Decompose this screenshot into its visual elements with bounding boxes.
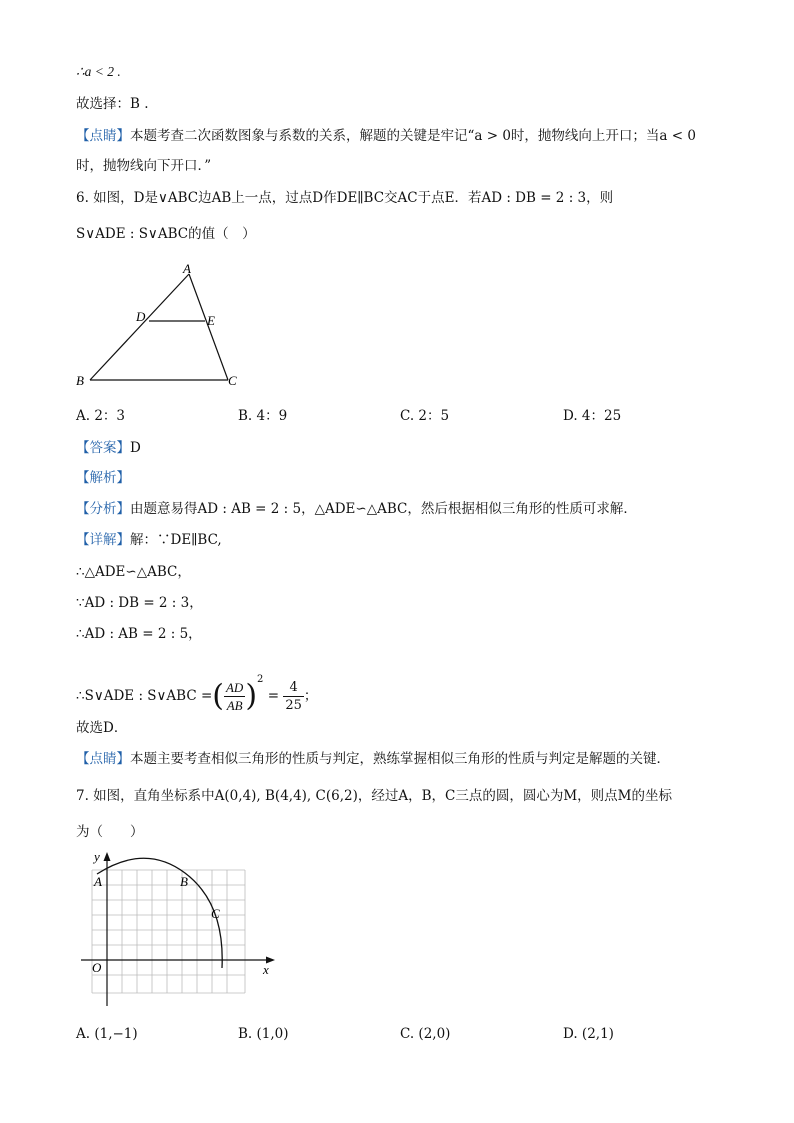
- q6-option-d[interactable]: D. 4：25: [563, 408, 622, 424]
- y-axis-label: y: [94, 849, 100, 864]
- vertex-E-label: E: [207, 313, 215, 328]
- q6-option-a[interactable]: A. 2：3: [76, 408, 126, 424]
- q6-option-c[interactable]: C. 2：5: [400, 408, 450, 424]
- q7-grid-figure: [75, 848, 280, 1008]
- x-axis-label: x: [263, 962, 269, 977]
- line-conclusion: ∴a < 2 .: [76, 64, 121, 79]
- step-similar: ∴△ADE∽△ABC，: [76, 564, 191, 580]
- q7-option-a[interactable]: A. (1,−1): [76, 1026, 138, 1042]
- origin-label: O: [92, 960, 102, 975]
- answer-tag: 【答案】: [76, 440, 130, 456]
- analysis-header: 【解析】: [76, 470, 130, 486]
- line-comment-cont: 时，抛物线向下开口．”: [76, 158, 212, 174]
- answer-line: 【答案】D: [76, 440, 141, 456]
- detail-line: 【详解】解：∵DE∥BC,: [76, 532, 222, 548]
- q7-stem: 7. 如图，直角坐标系中A(0,4), B(4,4), C(6,2)，经过A，B，C三点的圆，圆心为M，则点M的坐标: [76, 788, 672, 804]
- step-area-ratio: ∴S∨ADE : S∨ABC =( $\frac{AD}{AB}$ )$^2$ = $\frac{4}{25}$ ；: [76, 674, 318, 714]
- q7-option-b[interactable]: B. (1,0): [238, 1026, 289, 1042]
- point-A-label: A: [94, 874, 102, 889]
- vertex-D-label: D: [136, 309, 146, 324]
- line-choice: 故选择：B .: [76, 96, 149, 112]
- vertex-C-label: C: [228, 373, 237, 388]
- step-final-choice: 故选D．: [76, 720, 128, 736]
- vertex-A-label: A: [183, 262, 191, 276]
- comment-line-2: 【点睛】本题主要考查相似三角形的性质与判定，熟练掌握相似三角形的性质与判定是解题的关键．: [76, 751, 670, 767]
- q7-stem-cont: 为（ ）: [76, 824, 144, 840]
- analysis-line: 【分析】由题意易得AD : AB = 2 : 5，△ADE∽△ABC，然后根据相似三角形的性质可求解．: [76, 501, 637, 517]
- point-B-label: B: [180, 874, 188, 889]
- step-ratio-ab: ∴AD : AB = 2 : 5，: [76, 626, 202, 642]
- q6-option-b[interactable]: B. 4：9: [238, 408, 288, 424]
- step-ratio-db: ∵AD : DB = 2 : 3，: [76, 595, 203, 611]
- q6-stem-cont: S∨ADE : S∨ABC的值（ ）: [76, 226, 256, 242]
- q7-option-c[interactable]: C. (2,0): [400, 1026, 451, 1042]
- line-comment: 【点睛】本题考查二次函数图象与系数的关系，解题的关键是牢记“a > 0时，抛物线向上开口；当a < 0: [76, 128, 696, 144]
- comment-tag: 【点睛】: [76, 128, 130, 144]
- q6-stem: 6. 如图，D是∨ABC边AB上一点，过点D作DE∥BC交AC于点E．若AD : DB = 2 : 3，则: [76, 190, 614, 206]
- q6-triangle-figure: [70, 262, 255, 392]
- vertex-B-label: B: [76, 373, 84, 388]
- point-C-label: C: [211, 906, 220, 921]
- q7-option-d[interactable]: D. (2,1): [563, 1026, 614, 1042]
